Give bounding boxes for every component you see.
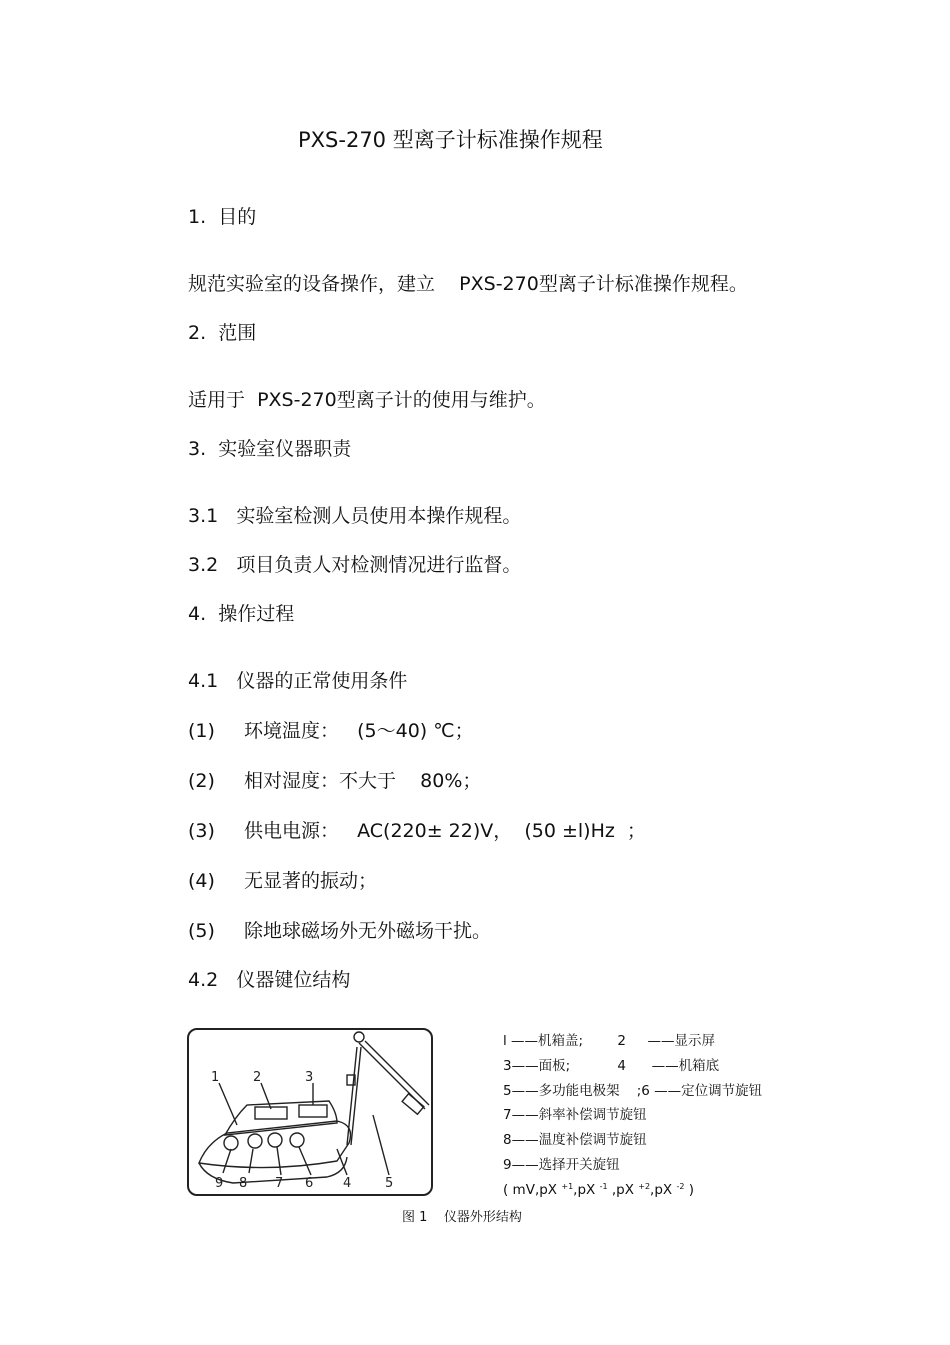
callout-4: 4 [343,1176,352,1191]
subsection-4-2-heading: 4.2 仪器键位结构 [188,969,351,991]
knob-6 [290,1133,304,1147]
electrode-stand-arm [359,1041,429,1109]
legend-line-3: 5——多功能电极架 ;6 ——定位调节旋钮 [503,1083,763,1099]
callout-9: 9 [215,1176,224,1191]
condition-5-number: (5) [188,920,215,942]
section-4-heading: 4. 操作过程 [188,603,295,625]
instrument-base-outline [199,1121,351,1168]
condition-3-text: 供电电源： AC(220± 22)V， (50 ±l)Hz ； [244,820,646,842]
callout-2: 2 [253,1070,262,1085]
callout-6: 6 [305,1176,314,1191]
stand-top-joint [354,1032,364,1042]
condition-2-text: 相对湿度：不大于 80%； [244,770,482,792]
knob-9 [224,1136,238,1150]
condition-2-number: (2) [188,770,215,792]
legend-line-4: 7——斜率补偿调节旋钮 [503,1107,647,1123]
condition-3-number: (3) [188,820,215,842]
section-1-body: 规范实验室的设备操作，建立 PXS-270型离子计标准操作规程。 [188,273,748,295]
legend-line-2: 3——面板; 4 ——机箱底 [503,1058,720,1074]
condition-1-number: (1) [188,720,215,742]
section-1-heading: 1. 目的 [188,206,257,228]
subsection-4-1-heading: 4.1 仪器的正常使用条件 [188,670,408,692]
section-2-body: 适用于 PXS-270型离子计的使用与维护。 [188,389,546,411]
callout-3: 3 [305,1070,314,1085]
electrode-stand-post [347,1047,361,1145]
condition-1-text: 环境温度： (5～40) ℃； [244,720,474,742]
callout-5: 5 [385,1176,394,1191]
callout-8: 8 [239,1176,248,1191]
section-2-heading: 2. 范围 [188,322,257,344]
section-3-item-1: 3.1 实验室检测人员使用本操作规程。 [188,505,522,527]
instrument-illustration [187,1025,437,1205]
knob-7 [268,1133,282,1147]
section-3-heading: 3. 实验室仪器职责 [188,438,352,460]
legend-line-5: 8——温度补偿调节旋钮 [503,1132,647,1148]
callout-7: 7 [275,1176,284,1191]
figure-caption: 图 1 仪器外形结构 [402,1210,522,1225]
page-title: PXS-270 型离子计标准操作规程 [298,128,603,152]
leader-lines [219,1083,389,1175]
condition-5-text: 除地球磁场外无外磁场干扰。 [244,920,492,942]
section-3-item-2: 3.2 项目负责人对检测情况进行监督。 [188,554,522,576]
callout-1: 1 [211,1070,220,1085]
panel-window [299,1105,327,1117]
legend-units-line: ( mV,pX $^{+1}$,pX $^{-1}$ ,pX $^{+2}$,pX $^{-2}$ ) [503,1182,694,1198]
condition-4-text: 无显著的振动； [244,870,378,892]
knob-8 [248,1134,262,1148]
condition-4-number: (4) [188,870,215,892]
legend-line-1: l ——机箱盖; 2 ——显示屏 [503,1033,715,1049]
legend-line-6: 9——选择开关旋钮 [503,1157,620,1173]
